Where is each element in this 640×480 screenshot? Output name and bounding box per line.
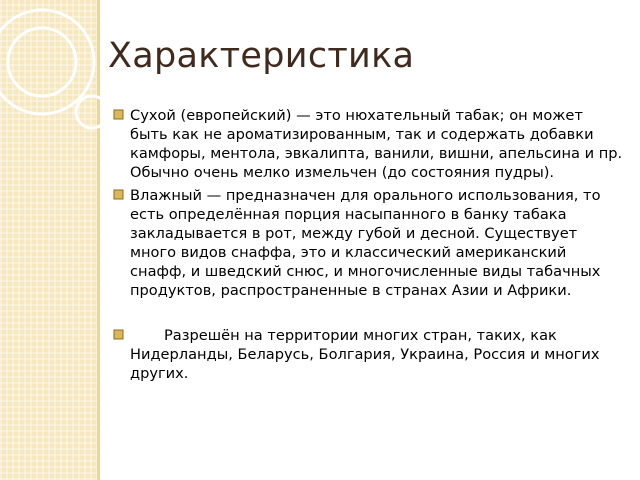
bullet-paragraph-moist [113,186,623,300]
paragraph-text: Разрешён на территории многих стран, таких, как Нидерланды, Беларусь, Болгария, Украина, Россия и многих других. [130,327,600,382]
decorative-ring-inner [8,28,76,96]
paragraph-text: Влажный — предназначен для орального использования, то есть определённая порция насыпанного в банку табака закладывается в рот, между губой и десной. Существует много видов снаффа, это и классический американский снафф, и шведский снюс, и многочисленные виды табачных продуктов, распространенные в странах Азии и Африки. [130,187,601,299]
bullet-paragraph-dry [113,106,623,182]
slide-title: Характеристика [108,36,415,76]
square-bullet-icon [113,109,125,121]
bullet-paragraph-legal [113,326,623,383]
square-bullet-icon [113,329,125,341]
paragraph-text: Сухой (европейский) — это нюхательный табак; он может быть как не ароматизированным, так и содержать добавки камфоры, ментола, эвкалипта, ванили, вишни, апельсина и пр. Обычно очень мелко измельчен (до состояния пудры). [130,107,623,181]
slide-body [113,106,623,383]
decorative-ring-small [76,96,108,128]
square-bullet-icon [113,189,125,201]
decorative-ring-outer [0,10,94,114]
